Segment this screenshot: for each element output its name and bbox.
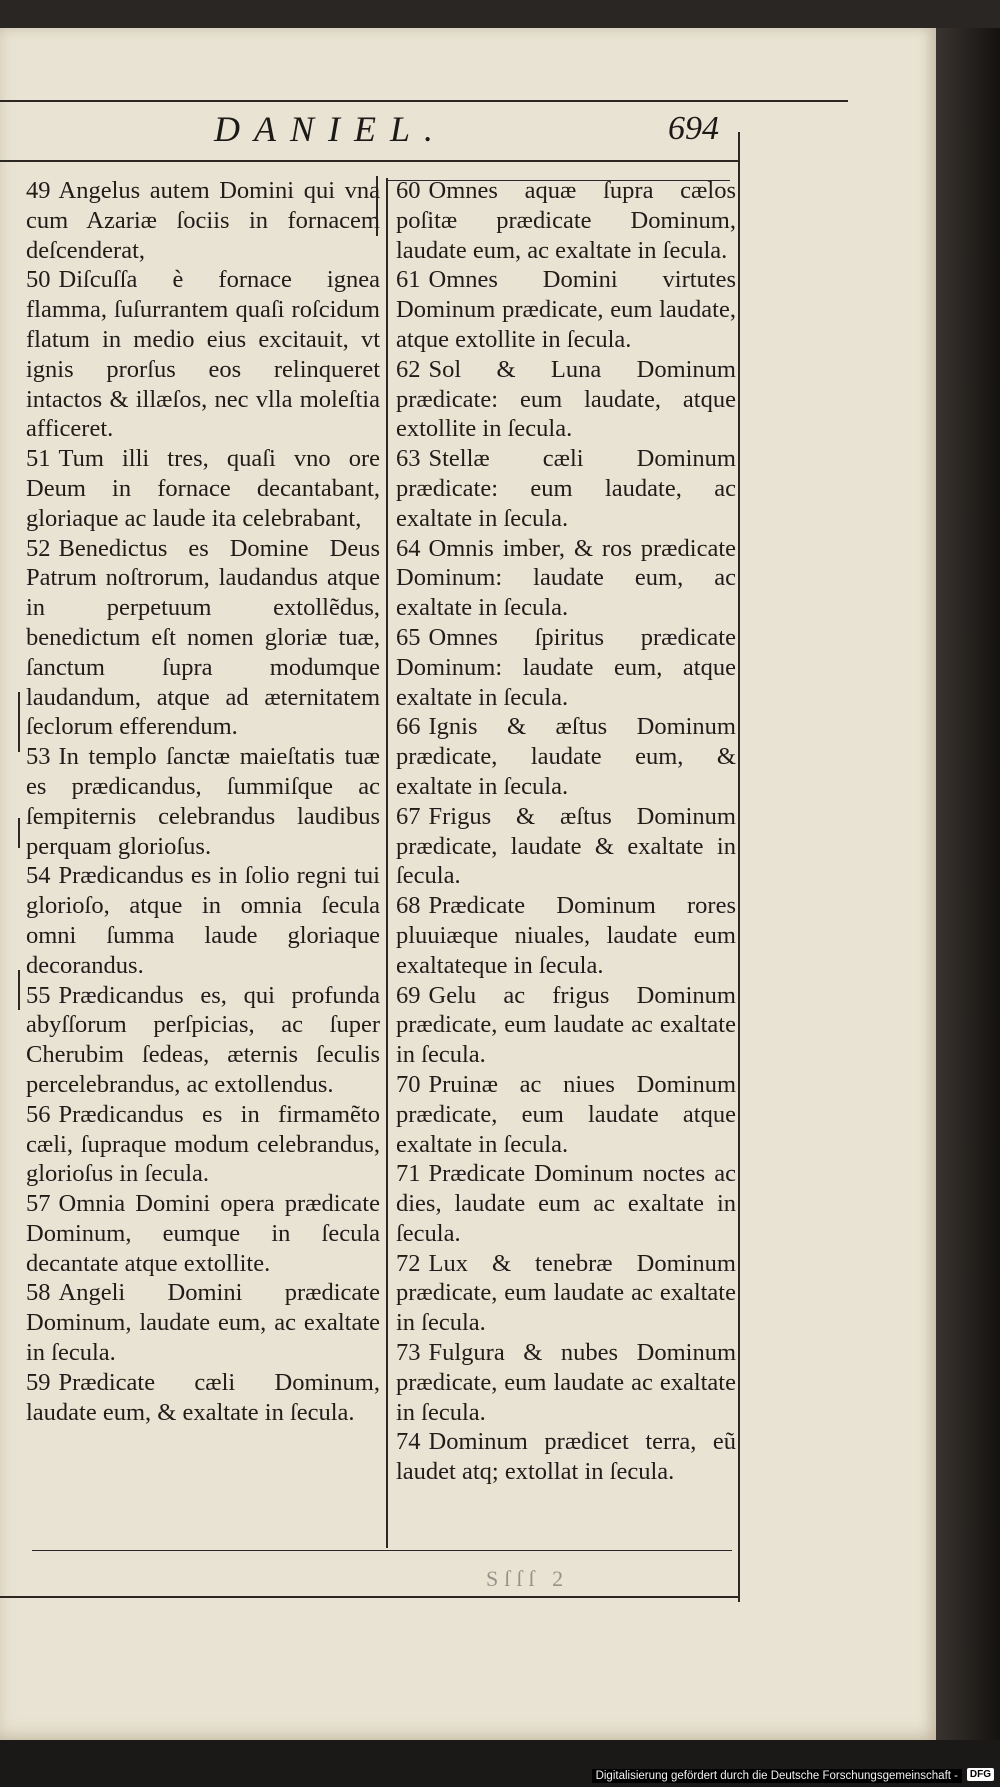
verse (26, 1278, 380, 1367)
verse-number: 66 (396, 713, 421, 741)
left-text-column (26, 176, 380, 1427)
margin-mark (18, 970, 20, 1010)
verse (26, 1368, 380, 1428)
verse-number: 64 (396, 534, 421, 562)
verse (396, 176, 736, 265)
verse-number: 65 (396, 623, 421, 651)
verse (396, 802, 736, 891)
verse-text: Prædicate Dominum noctes ac dies, laudate eum ac exaltate in ſecula. (396, 1160, 736, 1247)
verse (396, 444, 736, 533)
verse (396, 355, 736, 444)
verse-text: Prædicate Dominum rores pluuiæque niuales, laudate eum exaltateque in ſecula. (396, 892, 736, 979)
verse-number: 70 (396, 1070, 421, 1098)
dfg-logo: DFG (967, 1768, 994, 1781)
verse-text: Omnes ſpiritus prædicate Dominum: laudate eum, atque exaltate in ſecula. (396, 623, 736, 711)
verse-text: Prædicandus es, qui profunda abyſſorum perſpicias, ac ſuper Cherubim ſedeas, æternis ſeculis percelebrandus, ac extollendus. (26, 981, 380, 1098)
verse-number: 57 (26, 1190, 51, 1218)
verse-text: Frigus & æſtus Dominum prædicate, laudate & exaltate in ſecula. (396, 802, 736, 890)
verse-number: 69 (396, 981, 421, 1009)
outer-frame-rule (738, 132, 740, 1602)
verse-text: Lux & tenebræ Dominum prædicate, eum laudate ac exaltate in ſecula. (396, 1249, 736, 1337)
verse-text: Omnes aquæ ſupra cælos poſitæ prædicate Dominum, laudate eum, ac exaltate in ſecula. (396, 177, 736, 264)
verse (396, 712, 736, 801)
verse-text: Diſcuſſa è fornace ignea flamma, ſuſurrantem quaſi roſcidum flatum in medio eius excitauit, vt ignis prorſus eos relinqueret intactos & illæſos, nec vlla moleſtia afficeret. (26, 266, 380, 443)
verse-text: Ignis & æſtus Dominum prædicate, laudate eum, & exaltate in ſecula. (396, 713, 736, 800)
verse-number: 52 (26, 534, 51, 562)
verse-number: 58 (26, 1279, 51, 1307)
verse (396, 1427, 736, 1487)
verse-number: 67 (396, 802, 421, 830)
verse-number: 63 (396, 445, 421, 473)
right-text-column (396, 176, 736, 1487)
verse-text: Prædicandus es in firmamẽto cæli, ſupraque modum celebrandus, glorioſus in ſecula. (26, 1100, 380, 1188)
column-separator (386, 178, 388, 1548)
verse (396, 891, 736, 980)
verse-text: Tum illi tres, quaſi vno ore Deum in fornace decantabant, gloriaque ac laude ita celebrabant, (26, 445, 380, 532)
verse (26, 176, 380, 265)
verse (396, 265, 736, 354)
bottom-outer-rule (0, 1596, 740, 1598)
verse (26, 981, 380, 1100)
margin-mark (18, 692, 20, 752)
verse (396, 1159, 736, 1248)
verse-number: 49 (26, 177, 51, 204)
verse (396, 623, 736, 712)
verse (26, 1189, 380, 1278)
margin-mark (18, 818, 20, 848)
verse-number: 55 (26, 981, 51, 1009)
verse-text: Fulgura & nubes Dominum prædicate, eum laudate ac exaltate in ſecula. (396, 1339, 736, 1426)
verse-number: 59 (26, 1368, 51, 1396)
verse (26, 1100, 380, 1189)
verse-text: Prædicandus es in ſolio regni tui glorioſo, atque in omnia ſecula omni ſumma laude gloriaque decorandus. (26, 862, 380, 979)
verse-number: 61 (396, 266, 421, 294)
page-number: 694 (668, 110, 719, 147)
verse (396, 534, 736, 623)
verse-text: Angelus autem Domini qui vna cum Azariæ ſociis in fornacem deſcenderat, (26, 177, 380, 264)
verse (396, 1338, 736, 1427)
verse (396, 1249, 736, 1338)
verse-number: 56 (26, 1100, 51, 1128)
verse-text: Omnes Domini virtutes Dominum prædicate, eum laudate, atque extollite in ſecula. (396, 266, 736, 353)
digitization-credit: Digitalisierung gefördert durch die Deutsche Forschungsgemeinschaft - (592, 1769, 962, 1783)
verse (26, 265, 380, 444)
verse-number: 62 (396, 355, 421, 383)
running-head (0, 106, 848, 162)
signature-mark: Sſſſ 2 (486, 1566, 570, 1591)
verse-number: 60 (396, 177, 421, 204)
verse-text: Prædicate cæli Dominum, laudate eum, & exaltate in ſecula. (26, 1368, 380, 1426)
verse (26, 861, 380, 980)
verse-text: Sol & Luna Dominum prædicate: eum laudate, atque extollite in ſecula. (396, 355, 736, 443)
verse-number: 72 (396, 1249, 421, 1277)
verse-number: 54 (26, 862, 51, 890)
verse (26, 742, 380, 861)
verse-text: Omnis imber, & ros prædicate Dominum: laudate eum, ac exaltate in ſecula. (396, 534, 736, 622)
book-title: DANIEL. (214, 109, 447, 149)
verse-text: In templo ſanctæ maieſtatis tuæ es prædicandus, ſummiſque ac ſempiternis celebrandus laudibus perquam glorioſus. (26, 743, 380, 860)
verse-text: Angeli Domini prædicate Dominum, laudate eum, ac exaltate in ſecula. (26, 1279, 380, 1367)
verse-number: 73 (396, 1339, 421, 1367)
verse (26, 534, 380, 743)
bottom-inner-rule (32, 1550, 732, 1551)
verse-number: 53 (26, 743, 51, 771)
verse (396, 981, 736, 1070)
header-rule (0, 160, 740, 162)
verse-text: Gelu ac frigus Dominum prædicate, eum laudate ac exaltate in ſecula. (396, 981, 736, 1069)
top-rule (0, 100, 848, 102)
verse-text: Benedictus es Domine Deus Patrum noſtrorum, laudandus atque in perpetuum extollẽdus, benedictum eſt nomen gloriæ tuæ, ſanctum ſupra modumque laudandum, atque ad æternitatem ſeclorum efferendum. (26, 534, 380, 741)
verse-text: Pruinæ ac niues Dominum prædicate, eum laudate atque exaltate in ſecula. (396, 1070, 736, 1158)
verse-number: 74 (396, 1428, 421, 1456)
page-edge-shadow (936, 28, 1000, 1740)
verse (396, 1070, 736, 1159)
verse-number: 71 (396, 1160, 421, 1188)
verse-number: 50 (26, 266, 51, 294)
verse-text: Dominum prædicet terra, eũ laudet atq; extollat in ſecula. (396, 1428, 736, 1486)
verse-text: Stellæ cæli Dominum prædicate: eum laudate, ac exaltate in ſecula. (396, 445, 736, 532)
verse-text: Omnia Domini opera prædicate Dominum, eumque in ſecula decantate atque extollite. (26, 1190, 380, 1277)
verse-number: 51 (26, 445, 51, 473)
verse (26, 444, 380, 533)
verse-number: 68 (396, 892, 421, 920)
